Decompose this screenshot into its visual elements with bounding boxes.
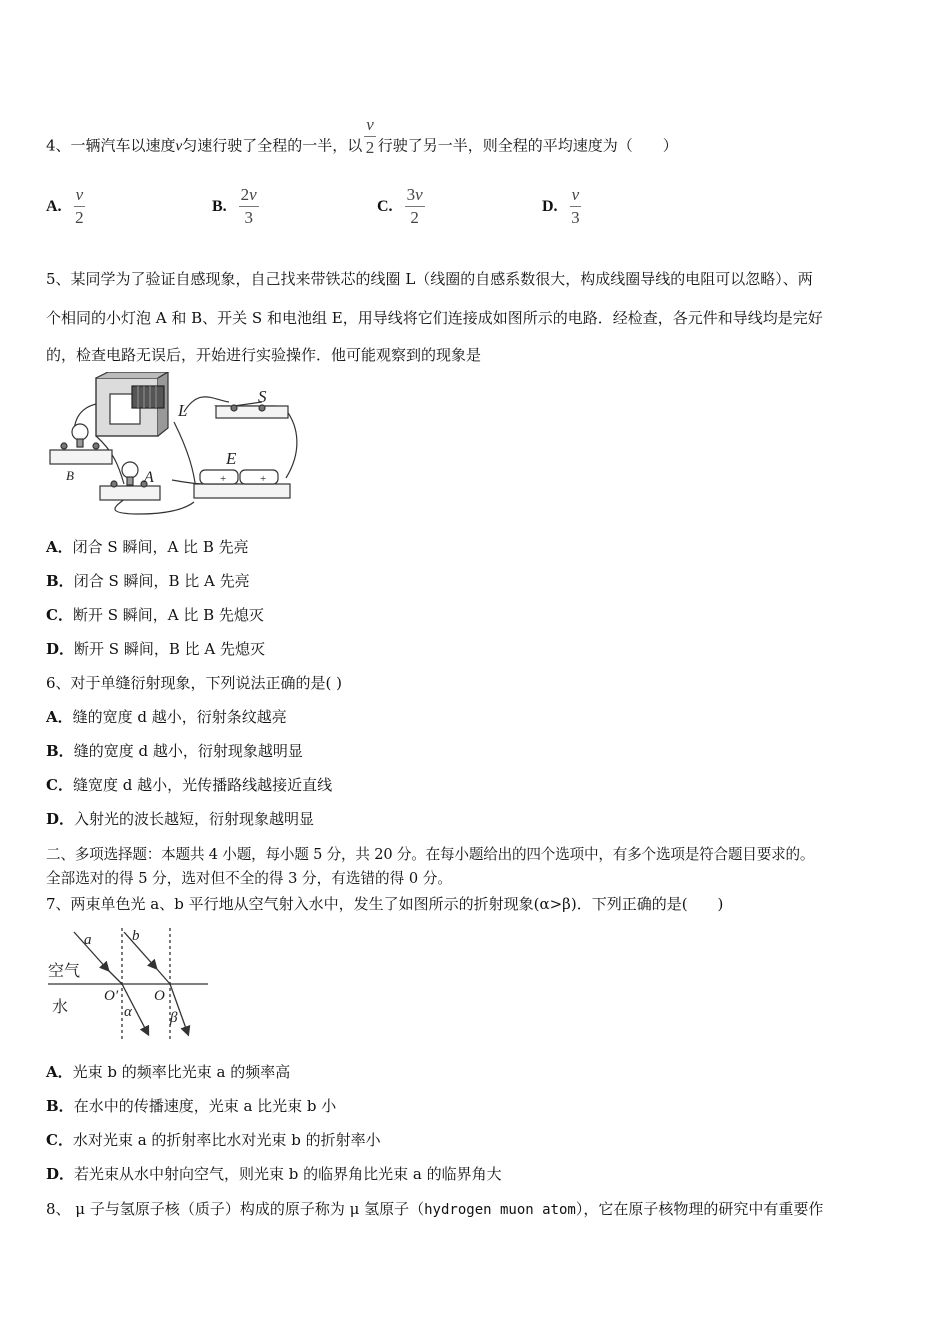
q6-option-b[interactable] xyxy=(46,741,303,761)
fraction-bar xyxy=(239,206,259,207)
lamp-a-label: A xyxy=(144,469,154,486)
fraction-numerator: v xyxy=(571,185,580,204)
option-text: 闭合 S 瞬间，A 比 B 先亮 xyxy=(72,538,249,556)
q5-stem-line1: 5、某同学为了验证自感现象，自己找来带铁芯的线圈 L（线圈的自感系数很大，构成线圈导线的电阻可以忽略）、两 xyxy=(46,270,813,288)
fraction-bar xyxy=(570,206,582,207)
q5-stem-line2: 个相同的小灯泡 A 和 B、开关 S 和电池组 E，用导线将它们连接成如图所示的电路．经检查，各元件和导线均是完好 xyxy=(46,309,823,327)
option-label: C． xyxy=(46,606,73,624)
q6-option-c[interactable] xyxy=(46,775,332,795)
q8-stem-prefix: 8、 μ 子与氢原子核（质子）构成的原子称为 μ 氢原子（ xyxy=(46,1200,425,1218)
option-label: B. xyxy=(212,197,227,215)
option-label: D． xyxy=(46,640,75,658)
fraction-denominator: 3 xyxy=(571,208,580,227)
fraction-bar xyxy=(405,206,425,207)
option-text: 水对光束 a 的折射率比水对光束 b 的折射率小 xyxy=(72,1131,381,1149)
q5-stem-line3: 的，检查电路无误后，开始进行实验操作．他可能观察到的现象是 xyxy=(46,346,482,364)
option-label: C． xyxy=(46,1131,73,1149)
q4-option-a[interactable] xyxy=(46,186,87,227)
ray-b-label: b xyxy=(132,928,140,944)
fraction-coefficient: 2 xyxy=(240,185,250,204)
option-label: D． xyxy=(46,810,75,828)
fraction-numerator: v xyxy=(75,185,84,204)
option-fraction xyxy=(405,186,425,227)
q5-circuit-figure xyxy=(44,372,306,520)
q8-term: hydrogen muon atom xyxy=(424,1202,576,1218)
q7-stem: 7、两束单色光 a、b 平行地从空气射入水中，发生了如图所示的折射现象(α>β)．下列正确的是( ) xyxy=(46,895,724,913)
q4-stem-prefix: 4、一辆汽车以速度 xyxy=(46,136,176,155)
option-label: C． xyxy=(46,776,73,794)
option-label: C. xyxy=(377,197,393,215)
option-label: A． xyxy=(46,708,73,726)
option-text: 光束 b 的频率比光束 a 的频率高 xyxy=(72,1063,291,1081)
option-label: D． xyxy=(46,1165,75,1183)
option-text: 缝宽度 d 越小，光传播路线越接近直线 xyxy=(72,776,333,794)
coil-label: L xyxy=(178,401,188,420)
q5-option-a[interactable] xyxy=(46,537,249,557)
q8-stem-suffix: ），它在原子核物理的研究中有重要作 xyxy=(575,1200,824,1218)
fraction-numerator xyxy=(239,186,259,204)
switch-label: S xyxy=(258,387,267,406)
battery-label: E xyxy=(226,449,237,468)
lamp-b-label: B xyxy=(66,468,74,483)
q4-stem-suffix: 行驶了另一半，则全程的平均速度为（ ） xyxy=(377,136,678,155)
fraction-bar xyxy=(364,136,376,137)
option-label: A. xyxy=(46,197,62,215)
q7-option-b[interactable] xyxy=(46,1096,336,1116)
q5-option-d[interactable] xyxy=(46,639,265,659)
beta-label: β xyxy=(170,1010,178,1026)
q5-option-c[interactable] xyxy=(46,605,264,625)
fraction-bar xyxy=(74,206,86,207)
option-text: 入射光的波长越短，衍射现象越明显 xyxy=(74,810,315,828)
option-label: D. xyxy=(542,197,558,215)
option-text: 若光束从水中射向空气，则光束 b 的临界角比光束 a 的临界角大 xyxy=(74,1165,502,1183)
q7-option-d[interactable] xyxy=(46,1164,502,1184)
fraction-denominator: 2 xyxy=(75,208,84,227)
option-text: 闭合 S 瞬间，B 比 A 先亮 xyxy=(73,572,250,590)
q7-option-c[interactable] xyxy=(46,1130,381,1150)
option-label: A． xyxy=(46,1063,73,1081)
option-label: B． xyxy=(46,1097,74,1115)
fraction-variable: v xyxy=(415,185,423,204)
q4-inline-fraction xyxy=(364,116,376,157)
fraction-numerator xyxy=(405,186,425,204)
option-text: 缝的宽度 d 越小，衍射现象越明显 xyxy=(73,742,303,760)
q4-stem xyxy=(46,115,678,167)
q7-option-a[interactable] xyxy=(46,1062,290,1082)
option-fraction xyxy=(239,186,259,227)
q6-option-a[interactable] xyxy=(46,707,287,727)
q5-option-b[interactable] xyxy=(46,571,250,591)
q4-fraction-denominator: 2 xyxy=(365,138,375,157)
water-label: 水 xyxy=(52,997,69,1016)
alpha-label: α xyxy=(124,1004,132,1020)
ray-a-label: a xyxy=(84,932,92,948)
q6-stem: 6、对于单缝衍射现象，下列说法正确的是( ) xyxy=(46,674,343,692)
option-fraction xyxy=(74,186,86,227)
q4-option-b[interactable] xyxy=(212,186,261,227)
point-o-label: O xyxy=(154,988,165,1004)
fraction-variable: v xyxy=(249,185,257,204)
q7-refraction-figure xyxy=(44,924,214,1046)
fraction-coefficient: 3 xyxy=(406,185,416,204)
point-o-prime-label: O′ xyxy=(104,988,119,1004)
section2-heading-line2: 全部选对的得 5 分，选对但不全的得 3 分，有选错的得 0 分。 xyxy=(46,870,452,887)
option-text: 缝的宽度 d 越小，衍射条纹越亮 xyxy=(72,708,287,726)
option-label: A． xyxy=(46,538,73,556)
option-label: B． xyxy=(46,742,74,760)
air-label: 空气 xyxy=(48,961,81,980)
fraction-denominator: 3 xyxy=(244,208,253,227)
battery-plus-sign: + xyxy=(220,473,227,485)
q4-stem-mid: 匀速行驶了全程的一半，以 xyxy=(182,136,363,155)
q4-option-d[interactable] xyxy=(542,186,583,227)
q8-stem xyxy=(46,1199,823,1220)
battery-plus-sign: + xyxy=(260,473,267,485)
fraction-denominator: 2 xyxy=(410,208,419,227)
option-text: 断开 S 瞬间，B 比 A 先熄灭 xyxy=(74,640,265,658)
option-text: 断开 S 瞬间，A 比 B 先熄灭 xyxy=(72,606,264,624)
option-label: B． xyxy=(46,572,74,590)
q4-option-c[interactable] xyxy=(377,186,427,227)
q4-velocity-symbol: v xyxy=(175,138,183,155)
section2-heading-line1: 二、多项选择题：本题共 4 小题，每小题 5 分，共 20 分。在每小题给出的四个选项中，有多个选项是符合题目要求的。 xyxy=(46,846,815,863)
q6-option-d[interactable] xyxy=(46,809,314,829)
option-fraction xyxy=(570,186,582,227)
q4-fraction-numerator: v xyxy=(366,115,374,134)
option-text: 在水中的传播速度，光束 a 比光束 b 小 xyxy=(73,1097,337,1115)
